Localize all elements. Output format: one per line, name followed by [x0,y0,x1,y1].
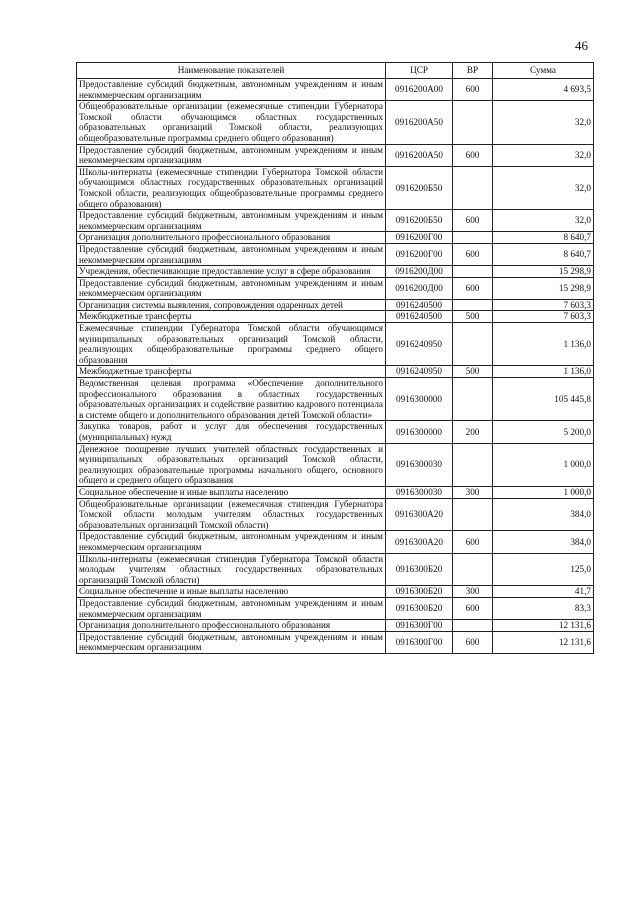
cell-name: Социальное обеспечение и иные выплаты населению [77,486,386,498]
cell-code: 0916300030 [386,486,453,498]
header-code: ЦСР [386,63,453,79]
header-vr: ВР [453,63,493,79]
cell-name: Общеобразовательные организации (ежемесячные стипендии Губернатора Томской области обучающимся областных государственных образовательных организаций Томской области, реализующих общеобразовательные программы среднего общего образования) [77,101,386,144]
table-row [77,443,594,486]
cell-vr [453,299,493,311]
cell-vr: 600 [453,631,493,653]
header-sum: Сумма [493,63,594,79]
cell-vr [453,620,493,632]
cell-code: 0916240950 [386,366,453,378]
table-row [77,323,594,366]
cell-sum: 12 131,6 [493,631,594,653]
table-row [77,144,594,166]
cell-name: Предоставление субсидий бюджетным, автономным учреждениям и иным некоммерческим организациям [77,597,386,619]
table-row [77,210,594,232]
cell-vr: 300 [453,486,493,498]
cell-code: 0916200Б50 [386,210,453,232]
table-row [77,166,594,209]
cell-vr: 600 [453,144,493,166]
cell-sum: 32,0 [493,101,594,144]
cell-sum: 15 298,9 [493,266,594,278]
cell-name: Закупка товаров, работ и услуг для обеспечения государственных (муниципальных) нужд [77,421,386,443]
cell-vr [453,166,493,209]
table-row [77,366,594,378]
cell-sum: 384,0 [493,498,594,531]
cell-vr: 600 [453,597,493,619]
cell-vr [453,101,493,144]
table-row [77,266,594,278]
cell-name: Ведомственная целевая программа «Обеспечение дополнительного профессионального образования в областных государственных образовательных организациях и содействие развитию кадрового потенциала в системе общего и дополнительного образования детей Томской области» [77,378,386,421]
cell-code: 0916300Б20 [386,553,453,586]
table-row [77,277,594,299]
cell-code: 0916200Д00 [386,266,453,278]
cell-name: Предоставление субсидий бюджетным, автономным учреждениям и иным некоммерческим организациям [77,531,386,553]
cell-vr: 500 [453,366,493,378]
cell-name: Предоставление субсидий бюджетным, автономным учреждениям и иным некоммерческим организациям [77,631,386,653]
table-row [77,620,594,632]
table-row [77,498,594,531]
cell-code: 0916300030 [386,443,453,486]
cell-sum: 384,0 [493,531,594,553]
cell-vr: 600 [453,243,493,265]
cell-sum: 8 640,7 [493,232,594,244]
table-row [77,553,594,586]
cell-vr: 300 [453,586,493,598]
cell-name: Межбюджетные трансферты [77,311,386,323]
cell-name: Денежное поощрение лучших учителей областных государственных и муниципальных образовательных организаций Томской области, реализующих образовательные программы начального общего, основного общего и среднего общего образования [77,443,386,486]
cell-vr: 200 [453,421,493,443]
cell-sum: 4 693,5 [493,79,594,101]
header-name: Наименование показателей [77,63,386,79]
cell-code: 0916300А20 [386,531,453,553]
cell-sum: 41,7 [493,586,594,598]
cell-name: Организация системы выявления, сопровождения одаренных детей [77,299,386,311]
table-header-row [77,63,594,79]
page-number: 46 [575,38,588,53]
table-row [77,486,594,498]
cell-name: Организация дополнительного профессионального образования [77,232,386,244]
cell-name: Школы-интернаты (ежемесячная стипендия Губернатора Томской области молодым учителям областных государственных образовательных организаций Томской области) [77,553,386,586]
cell-vr [453,443,493,486]
cell-sum: 5 200,0 [493,421,594,443]
table-row [77,243,594,265]
cell-code: 0916200Д00 [386,277,453,299]
cell-vr [453,323,493,366]
cell-code: 0916200Г00 [386,232,453,244]
cell-vr: 500 [453,311,493,323]
table-row [77,421,594,443]
cell-code: 0916300000 [386,421,453,443]
cell-vr: 600 [453,79,493,101]
table-row [77,531,594,553]
cell-vr [453,498,493,531]
cell-name: Ежемесячные стипендии Губернатора Томской области обучающимся муниципальных образовательных организаций Томской области, реализующих общеобразовательные программы среднего общего образования [77,323,386,366]
table-row [77,79,594,101]
cell-sum: 105 445,8 [493,378,594,421]
cell-code: 0916200Г00 [386,243,453,265]
cell-code: 0916300Б20 [386,597,453,619]
cell-vr: 600 [453,531,493,553]
cell-name: Межбюджетные трансферты [77,366,386,378]
cell-sum: 1 000,0 [493,443,594,486]
table-row [77,311,594,323]
table-row [77,232,594,244]
cell-name: Предоставление субсидий бюджетным, автономным учреждениям и иным некоммерческим организациям [77,243,386,265]
cell-sum: 7 603,3 [493,311,594,323]
cell-name: Социальное обеспечение и иные выплаты населению [77,586,386,598]
cell-sum: 1 000,0 [493,486,594,498]
cell-vr [453,378,493,421]
table-row [77,597,594,619]
cell-sum: 7 603,3 [493,299,594,311]
cell-name: Школы-интернаты (ежемесячные стипендии Губернатора Томской области обучающимся областных государственных образовательных организаций Томской области, реализующих общеобразовательные программы среднего общего образования) [77,166,386,209]
cell-sum: 15 298,9 [493,277,594,299]
cell-name: Предоставление субсидий бюджетным, автономным учреждениям и иным некоммерческим организациям [77,79,386,101]
cell-code: 0916300000 [386,378,453,421]
cell-code: 0916300Б20 [386,586,453,598]
cell-vr: 600 [453,277,493,299]
cell-sum: 32,0 [493,166,594,209]
cell-name: Общеобразовательные организации (ежемесячная стипендия Губернатора Томской области молодым учителям областных государственных образовательных организаций Томской области) [77,498,386,531]
cell-vr [453,232,493,244]
table-row [77,378,594,421]
cell-name: Предоставление субсидий бюджетным, автономным учреждениям и иным некоммерческим организациям [77,144,386,166]
table-body [77,79,594,654]
cell-sum: 83,3 [493,597,594,619]
table-row [77,299,594,311]
cell-code: 0916240500 [386,311,453,323]
cell-code: 0916200А50 [386,144,453,166]
table-row [77,101,594,144]
cell-code: 0916300Г00 [386,620,453,632]
cell-sum: 12 131,6 [493,620,594,632]
cell-sum: 8 640,7 [493,243,594,265]
cell-code: 0916240950 [386,323,453,366]
budget-table [76,62,594,654]
cell-sum: 1 136,0 [493,366,594,378]
cell-code: 0916300А20 [386,498,453,531]
cell-code: 0916200Б50 [386,166,453,209]
cell-name: Предоставление субсидий бюджетным, автономным учреждениям и иным некоммерческим организациям [77,210,386,232]
cell-code: 0916240500 [386,299,453,311]
cell-vr: 600 [453,210,493,232]
cell-code: 0916200А50 [386,101,453,144]
cell-sum: 1 136,0 [493,323,594,366]
cell-vr [453,553,493,586]
cell-code: 0916200А00 [386,79,453,101]
cell-vr [453,266,493,278]
cell-sum: 32,0 [493,144,594,166]
cell-sum: 125,0 [493,553,594,586]
table-row [77,631,594,653]
cell-name: Предоставление субсидий бюджетным, автономным учреждениям и иным некоммерческим организациям [77,277,386,299]
cell-sum: 32,0 [493,210,594,232]
table-row [77,586,594,598]
cell-name: Организация дополнительного профессионального образования [77,620,386,632]
cell-name: Учреждения, обеспечивающие предоставление услуг в сфере образования [77,266,386,278]
cell-code: 0916300Г00 [386,631,453,653]
